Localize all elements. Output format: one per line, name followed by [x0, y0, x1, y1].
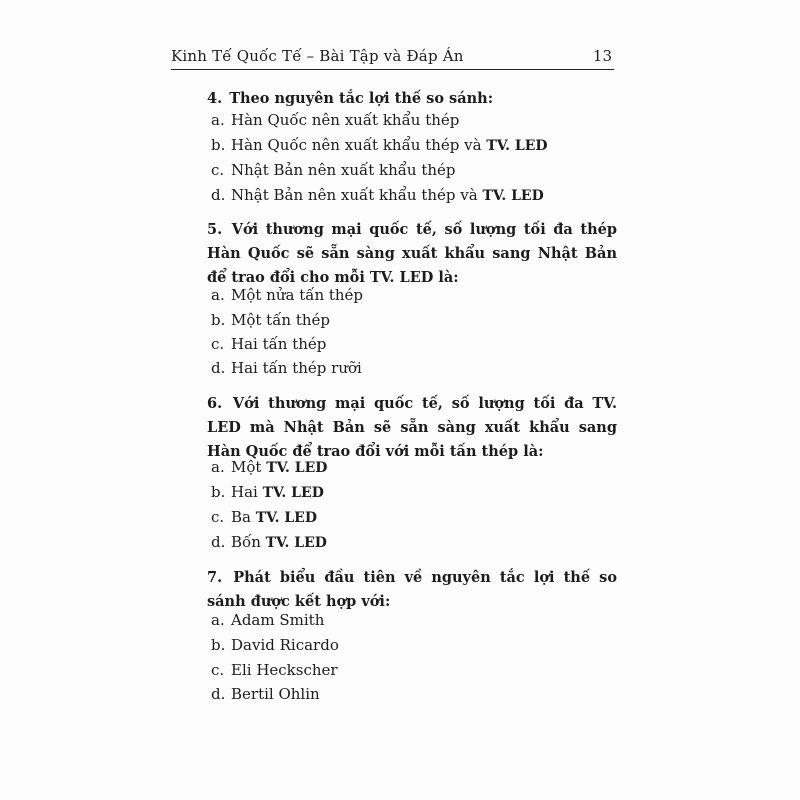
option-text: Một	[231, 458, 267, 476]
option-text: Bốn	[231, 533, 266, 551]
option-letter: d.	[211, 685, 226, 703]
option-letter: d.	[211, 359, 226, 377]
question-6-option-d	[211, 532, 327, 553]
option-letter: a.	[211, 286, 225, 304]
option-bold-text: TV. LED	[262, 485, 324, 501]
option-text: Hàn Quốc nên xuất khẩu thép và	[231, 136, 487, 154]
option-text: David Ricardo	[231, 636, 339, 654]
question-4-option-d	[211, 185, 544, 206]
question-7-option-d	[211, 684, 320, 705]
running-header	[171, 47, 614, 70]
question-number: 4.	[207, 90, 223, 107]
option-letter: d.	[211, 186, 226, 204]
question-7-option-b	[211, 635, 339, 656]
option-text: Adam Smith	[231, 611, 325, 629]
question-5	[207, 218, 617, 290]
option-letter: b.	[211, 136, 226, 154]
question-number: 7.	[207, 569, 223, 586]
page-number: 13	[592, 47, 612, 65]
question-6	[207, 392, 617, 464]
option-text: Một tấn thép	[231, 311, 331, 329]
question-text: Với thương mại quốc tế, số lượng tối đa thép Hàn Quốc sẽ sẵn sàng xuất khẩu sang Nhật Bản để trao đổi cho mỗi TV. LED là:	[207, 221, 617, 286]
header-title: Kinh Tế Quốc Tế – Bài Tập và Đáp Án	[171, 47, 464, 65]
question-7-option-a	[211, 610, 324, 631]
question-7	[207, 566, 617, 614]
question-text: Phát biểu đầu tiên về nguyên tắc lợi thế so sánh được kết hợp với:	[207, 569, 617, 610]
option-bold-text: TV. LED	[255, 510, 317, 526]
question-number: 5.	[207, 221, 223, 238]
question-6-option-c	[211, 507, 317, 528]
option-letter: b.	[211, 636, 226, 654]
question-text: Với thương mại quốc tế, số lượng tối đa TV. LED mà Nhật Bản sẽ sẵn sàng xuất khẩu sang Hàn Quốc để trao đổi với mỗi tấn thép là:	[207, 395, 617, 460]
option-letter: b.	[211, 311, 226, 329]
option-letter: a.	[211, 611, 225, 629]
option-bold-text: TV. LED	[482, 188, 544, 204]
question-5-option-a	[211, 285, 363, 306]
question-number: 6.	[207, 395, 223, 412]
option-text: Bertil Ohlin	[231, 685, 320, 703]
option-text: Eli Heckscher	[231, 661, 338, 679]
option-letter: d.	[211, 533, 226, 551]
question-4	[207, 87, 617, 111]
option-letter: c.	[211, 161, 225, 179]
option-letter: c.	[211, 661, 225, 679]
question-4-option-b	[211, 135, 548, 156]
option-letter: c.	[211, 335, 225, 353]
option-text: Ba	[231, 508, 256, 526]
option-text: Nhật Bản nên xuất khẩu thép và	[231, 186, 483, 204]
option-text: Nhật Bản nên xuất khẩu thép	[231, 161, 456, 179]
option-text: Hai	[231, 483, 263, 501]
option-text: Hàn Quốc nên xuất khẩu thép	[231, 111, 460, 129]
question-5-option-b	[211, 310, 330, 331]
option-bold-text: TV. LED	[265, 535, 327, 551]
option-letter: b.	[211, 483, 226, 501]
question-6-option-b	[211, 482, 324, 503]
question-5-option-d	[211, 358, 362, 379]
question-4-option-c	[211, 160, 456, 181]
option-letter: c.	[211, 508, 225, 526]
question-4-option-a	[211, 110, 459, 131]
question-5-option-c	[211, 334, 326, 355]
option-bold-text: TV. LED	[486, 138, 548, 154]
option-bold-text: TV. LED	[266, 460, 328, 476]
option-text: Hai tấn thép	[231, 335, 327, 353]
question-7-option-c	[211, 660, 338, 681]
option-text: Một nửa tấn thép	[231, 286, 364, 304]
option-text: Hai tấn thép rưỡi	[231, 359, 362, 377]
question-6-option-a	[211, 457, 327, 478]
question-text: Theo nguyên tắc lợi thế so sánh:	[229, 90, 494, 107]
option-letter: a.	[211, 458, 225, 476]
option-letter: a.	[211, 111, 225, 129]
